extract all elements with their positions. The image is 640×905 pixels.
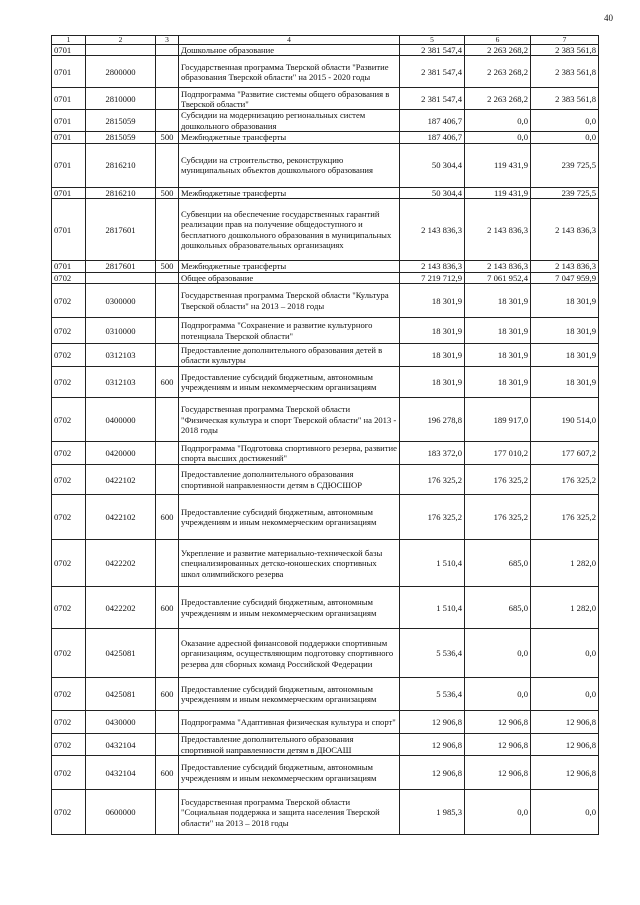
amount-col5-cell: 187 406,7 xyxy=(400,110,465,132)
expense-type-code-cell xyxy=(156,711,179,734)
amount-col7-cell: 1 282,0 xyxy=(531,587,599,629)
amount-col6-cell: 18 301,9 xyxy=(465,367,531,398)
table-body xyxy=(52,36,599,835)
section-code-cell: 0702 xyxy=(52,790,86,835)
amount-col7-cell: 2 143 836,3 xyxy=(531,199,599,261)
amount-col5-cell: 2 143 836,3 xyxy=(400,261,465,272)
section-code-cell: 0702 xyxy=(52,678,86,711)
amount-col5-cell: 5 536,4 xyxy=(400,629,465,678)
amount-col6-cell: 189 917,0 xyxy=(465,398,531,442)
amount-col6-cell: 12 906,8 xyxy=(465,756,531,790)
section-code-cell: 0702 xyxy=(52,629,86,678)
target-item-code-cell: 2816210 xyxy=(86,187,156,198)
item-name-cell: Субвенции на обеспечение государственных гарантий реализации прав на получение общедоступного и бесплатного дошкольного образования в муниципальных дошкольных образовательных организациях xyxy=(179,199,400,261)
page-number: 40 xyxy=(604,13,613,23)
table-row xyxy=(52,587,599,629)
amount-col6-cell: 2 263 268,2 xyxy=(465,88,531,110)
table-row xyxy=(52,110,599,132)
table-row xyxy=(52,199,599,261)
table-row xyxy=(52,284,599,318)
target-item-code-cell xyxy=(86,272,156,283)
amount-col5-cell: 50 304,4 xyxy=(400,143,465,187)
target-item-code-cell: 0400000 xyxy=(86,398,156,442)
target-item-code-cell: 0425081 xyxy=(86,629,156,678)
section-code-cell: 0702 xyxy=(52,344,86,367)
amount-col5-cell: 7 219 712,9 xyxy=(400,272,465,283)
amount-col7-cell: 18 301,9 xyxy=(531,284,599,318)
item-name-cell: Общее образование xyxy=(179,272,400,283)
expense-type-code-cell xyxy=(156,465,179,495)
amount-col7-cell: 12 906,8 xyxy=(531,756,599,790)
amount-col6-cell: 18 301,9 xyxy=(465,344,531,367)
amount-col6-cell: 0,0 xyxy=(465,790,531,835)
item-name-cell: Государственная программа Тверской области "Развитие образования Тверской области" на 2015 - 2020 годы xyxy=(179,56,400,88)
amount-col5-cell: 50 304,4 xyxy=(400,187,465,198)
item-name-cell: Подпрограмма "Подготовка спортивного резерва, развитие спорта высших достижений" xyxy=(179,442,400,465)
table-row xyxy=(52,272,599,283)
section-code-cell: 0702 xyxy=(52,734,86,756)
amount-col7-cell: 0,0 xyxy=(531,678,599,711)
column-header: 1 xyxy=(52,36,86,45)
amount-col6-cell: 2 143 836,3 xyxy=(465,261,531,272)
section-code-cell: 0702 xyxy=(52,711,86,734)
target-item-code-cell xyxy=(86,45,156,56)
target-item-code-cell: 0432104 xyxy=(86,756,156,790)
amount-col6-cell: 176 325,2 xyxy=(465,495,531,540)
target-item-code-cell: 0312103 xyxy=(86,344,156,367)
amount-col5-cell: 176 325,2 xyxy=(400,495,465,540)
amount-col7-cell: 239 725,5 xyxy=(531,187,599,198)
section-code-cell: 0702 xyxy=(52,540,86,587)
amount-col5-cell: 18 301,9 xyxy=(400,284,465,318)
amount-col6-cell: 685,0 xyxy=(465,540,531,587)
table-row xyxy=(52,442,599,465)
table-row xyxy=(52,132,599,143)
amount-col6-cell: 177 010,2 xyxy=(465,442,531,465)
section-code-cell: 0701 xyxy=(52,45,86,56)
section-code-cell: 0701 xyxy=(52,261,86,272)
section-code-cell: 0701 xyxy=(52,88,86,110)
section-code-cell: 0702 xyxy=(52,587,86,629)
item-name-cell: Подпрограмма "Развитие системы общего образования в Тверской области" xyxy=(179,88,400,110)
section-code-cell: 0702 xyxy=(52,272,86,283)
item-name-cell: Субсидии на модернизацию региональных систем дошкольного образования xyxy=(179,110,400,132)
expense-type-code-cell xyxy=(156,45,179,56)
item-name-cell: Укрепление и развитие материально-технической базы специализированных детско-юношеских спортивных школ олимпийского резерва xyxy=(179,540,400,587)
section-code-cell: 0702 xyxy=(52,318,86,344)
item-name-cell: Предоставление субсидий бюджетным, автономным учреждениям и иным некоммерческим организациям xyxy=(179,678,400,711)
table-row xyxy=(52,56,599,88)
amount-col5-cell: 176 325,2 xyxy=(400,465,465,495)
expense-type-code-cell xyxy=(156,110,179,132)
section-code-cell: 0702 xyxy=(52,756,86,790)
amount-col6-cell: 0,0 xyxy=(465,678,531,711)
item-name-cell: Предоставление дополнительного образования детей в области культуры xyxy=(179,344,400,367)
table-row xyxy=(52,629,599,678)
amount-col6-cell: 7 061 952,4 xyxy=(465,272,531,283)
amount-col5-cell: 183 372,0 xyxy=(400,442,465,465)
table-row xyxy=(52,465,599,495)
expense-type-code-cell: 500 xyxy=(156,187,179,198)
amount-col7-cell: 7 047 959,9 xyxy=(531,272,599,283)
amount-col6-cell: 119 431,9 xyxy=(465,187,531,198)
expense-type-code-cell xyxy=(156,734,179,756)
item-name-cell: Государственная программа Тверской области "Социальная поддержка и защита населения Тверской области" на 2013 – 2018 годы xyxy=(179,790,400,835)
expense-type-code-cell xyxy=(156,143,179,187)
target-item-code-cell: 0422102 xyxy=(86,465,156,495)
expense-type-code-cell xyxy=(156,56,179,88)
amount-col7-cell: 2 143 836,3 xyxy=(531,261,599,272)
expense-type-code-cell xyxy=(156,442,179,465)
expense-type-code-cell xyxy=(156,540,179,587)
amount-col5-cell: 12 906,8 xyxy=(400,756,465,790)
amount-col6-cell: 12 906,8 xyxy=(465,734,531,756)
amount-col5-cell: 5 536,4 xyxy=(400,678,465,711)
amount-col7-cell: 1 282,0 xyxy=(531,540,599,587)
item-name-cell: Предоставление субсидий бюджетным, автономным учреждениям и иным некоммерческим организациям xyxy=(179,495,400,540)
target-item-code-cell: 2816210 xyxy=(86,143,156,187)
amount-col7-cell: 18 301,9 xyxy=(531,367,599,398)
expense-type-code-cell xyxy=(156,272,179,283)
section-code-cell: 0701 xyxy=(52,187,86,198)
section-code-cell: 0701 xyxy=(52,56,86,88)
column-header: 5 xyxy=(400,36,465,45)
table-row xyxy=(52,187,599,198)
amount-col6-cell: 18 301,9 xyxy=(465,318,531,344)
amount-col6-cell: 176 325,2 xyxy=(465,465,531,495)
column-header: 6 xyxy=(465,36,531,45)
target-item-code-cell: 0422102 xyxy=(86,495,156,540)
item-name-cell: Государственная программа Тверской области "Культура Тверской области" на 2013 – 2018 годы xyxy=(179,284,400,318)
expense-type-code-cell xyxy=(156,398,179,442)
column-number-row xyxy=(52,36,599,45)
section-code-cell: 0701 xyxy=(52,110,86,132)
amount-col7-cell: 18 301,9 xyxy=(531,318,599,344)
amount-col7-cell: 12 906,8 xyxy=(531,734,599,756)
section-code-cell: 0701 xyxy=(52,132,86,143)
target-item-code-cell: 2810000 xyxy=(86,88,156,110)
table-row xyxy=(52,398,599,442)
expense-type-code-cell: 600 xyxy=(156,756,179,790)
section-code-cell: 0701 xyxy=(52,199,86,261)
target-item-code-cell: 2817601 xyxy=(86,261,156,272)
table-row xyxy=(52,88,599,110)
column-header: 2 xyxy=(86,36,156,45)
item-name-cell: Предоставление субсидий бюджетным, автономным учреждениям и иным некоммерческим организациям xyxy=(179,367,400,398)
section-code-cell: 0702 xyxy=(52,465,86,495)
table-row xyxy=(52,318,599,344)
amount-col7-cell: 0,0 xyxy=(531,132,599,143)
amount-col5-cell: 18 301,9 xyxy=(400,344,465,367)
target-item-code-cell: 2815059 xyxy=(86,110,156,132)
amount-col6-cell: 0,0 xyxy=(465,132,531,143)
expense-type-code-cell xyxy=(156,629,179,678)
item-name-cell: Предоставление дополнительного образования спортивной направленности детям в ДЮСАШ xyxy=(179,734,400,756)
target-item-code-cell: 0310000 xyxy=(86,318,156,344)
item-name-cell: Межбюджетные трансферты xyxy=(179,261,400,272)
amount-col7-cell: 177 607,2 xyxy=(531,442,599,465)
amount-col7-cell: 2 383 561,8 xyxy=(531,88,599,110)
expense-type-code-cell xyxy=(156,88,179,110)
table-row xyxy=(52,790,599,835)
amount-col5-cell: 1 510,4 xyxy=(400,540,465,587)
expense-type-code-cell: 500 xyxy=(156,261,179,272)
amount-col7-cell: 18 301,9 xyxy=(531,344,599,367)
section-code-cell: 0701 xyxy=(52,143,86,187)
target-item-code-cell: 0420000 xyxy=(86,442,156,465)
item-name-cell: Государственная программа Тверской области "Физическая культура и спорт Тверской области" на 2013 - 2018 годы xyxy=(179,398,400,442)
table-row xyxy=(52,734,599,756)
item-name-cell: Подпрограмма "Сохранение и развитие культурного потенциала Тверской области" xyxy=(179,318,400,344)
target-item-code-cell: 0600000 xyxy=(86,790,156,835)
amount-col6-cell: 2 263 268,2 xyxy=(465,45,531,56)
expense-type-code-cell: 600 xyxy=(156,495,179,540)
expense-type-code-cell xyxy=(156,318,179,344)
table-row xyxy=(52,143,599,187)
item-name-cell: Предоставление дополнительного образования спортивной направленности детям в СДЮСШОР xyxy=(179,465,400,495)
amount-col6-cell: 685,0 xyxy=(465,587,531,629)
amount-col7-cell: 2 383 561,8 xyxy=(531,45,599,56)
table-row xyxy=(52,367,599,398)
amount-col5-cell: 2 381 547,4 xyxy=(400,45,465,56)
amount-col6-cell: 2 263 268,2 xyxy=(465,56,531,88)
section-code-cell: 0702 xyxy=(52,284,86,318)
amount-col6-cell: 119 431,9 xyxy=(465,143,531,187)
amount-col7-cell: 0,0 xyxy=(531,790,599,835)
column-header: 7 xyxy=(531,36,599,45)
expense-type-code-cell: 500 xyxy=(156,132,179,143)
item-name-cell: Подпрограмма "Адаптивная физическая культура и спорт" xyxy=(179,711,400,734)
table-row xyxy=(52,495,599,540)
target-item-code-cell: 0300000 xyxy=(86,284,156,318)
amount-col6-cell: 0,0 xyxy=(465,629,531,678)
amount-col7-cell: 190 514,0 xyxy=(531,398,599,442)
target-item-code-cell: 2815059 xyxy=(86,132,156,143)
target-item-code-cell: 2817601 xyxy=(86,199,156,261)
table-row xyxy=(52,45,599,56)
item-name-cell: Субсидии на строительство, реконструкцию муниципальных объектов дошкольного образования xyxy=(179,143,400,187)
target-item-code-cell: 2800000 xyxy=(86,56,156,88)
target-item-code-cell: 0312103 xyxy=(86,367,156,398)
amount-col7-cell: 12 906,8 xyxy=(531,711,599,734)
expense-type-code-cell xyxy=(156,344,179,367)
target-item-code-cell: 0422202 xyxy=(86,540,156,587)
column-header: 4 xyxy=(179,36,400,45)
amount-col5-cell: 2 143 836,3 xyxy=(400,199,465,261)
target-item-code-cell: 0430000 xyxy=(86,711,156,734)
item-name-cell: Межбюджетные трансферты xyxy=(179,132,400,143)
item-name-cell: Предоставление субсидий бюджетным, автономным учреждениям и иным некоммерческим организациям xyxy=(179,756,400,790)
section-code-cell: 0702 xyxy=(52,442,86,465)
expense-type-code-cell: 600 xyxy=(156,678,179,711)
item-name-cell: Предоставление субсидий бюджетным, автономным учреждениям и иным некоммерческим организациям xyxy=(179,587,400,629)
amount-col6-cell: 12 906,8 xyxy=(465,711,531,734)
amount-col5-cell: 12 906,8 xyxy=(400,711,465,734)
expense-type-code-cell: 600 xyxy=(156,587,179,629)
column-header: 3 xyxy=(156,36,179,45)
item-name-cell: Межбюджетные трансферты xyxy=(179,187,400,198)
section-code-cell: 0702 xyxy=(52,398,86,442)
budget-table xyxy=(51,35,599,835)
amount-col6-cell: 18 301,9 xyxy=(465,284,531,318)
amount-col5-cell: 18 301,9 xyxy=(400,367,465,398)
section-code-cell: 0702 xyxy=(52,367,86,398)
amount-col5-cell: 1 985,3 xyxy=(400,790,465,835)
section-code-cell: 0702 xyxy=(52,495,86,540)
amount-col7-cell: 176 325,2 xyxy=(531,495,599,540)
table-row xyxy=(52,756,599,790)
amount-col5-cell: 12 906,8 xyxy=(400,734,465,756)
table-row xyxy=(52,261,599,272)
expense-type-code-cell xyxy=(156,790,179,835)
target-item-code-cell: 0432104 xyxy=(86,734,156,756)
amount-col7-cell: 0,0 xyxy=(531,110,599,132)
amount-col5-cell: 1 510,4 xyxy=(400,587,465,629)
amount-col6-cell: 2 143 836,3 xyxy=(465,199,531,261)
amount-col7-cell: 2 383 561,8 xyxy=(531,56,599,88)
item-name-cell: Дошкольное образование xyxy=(179,45,400,56)
amount-col7-cell: 176 325,2 xyxy=(531,465,599,495)
table-row xyxy=(52,540,599,587)
expense-type-code-cell: 600 xyxy=(156,367,179,398)
amount-col5-cell: 2 381 547,4 xyxy=(400,56,465,88)
table-row xyxy=(52,344,599,367)
expense-type-code-cell xyxy=(156,284,179,318)
target-item-code-cell: 0422202 xyxy=(86,587,156,629)
target-item-code-cell: 0425081 xyxy=(86,678,156,711)
amount-col6-cell: 0,0 xyxy=(465,110,531,132)
amount-col5-cell: 18 301,9 xyxy=(400,318,465,344)
amount-col5-cell: 187 406,7 xyxy=(400,132,465,143)
expense-type-code-cell xyxy=(156,199,179,261)
amount-col5-cell: 2 381 547,4 xyxy=(400,88,465,110)
amount-col7-cell: 239 725,5 xyxy=(531,143,599,187)
amount-col7-cell: 0,0 xyxy=(531,629,599,678)
item-name-cell: Оказание адресной финансовой поддержки спортивным организациям, осуществляющим подготовку спортивного резерва для сборных команд Российской Федерации xyxy=(179,629,400,678)
table-row xyxy=(52,678,599,711)
table-row xyxy=(52,711,599,734)
amount-col5-cell: 196 278,8 xyxy=(400,398,465,442)
